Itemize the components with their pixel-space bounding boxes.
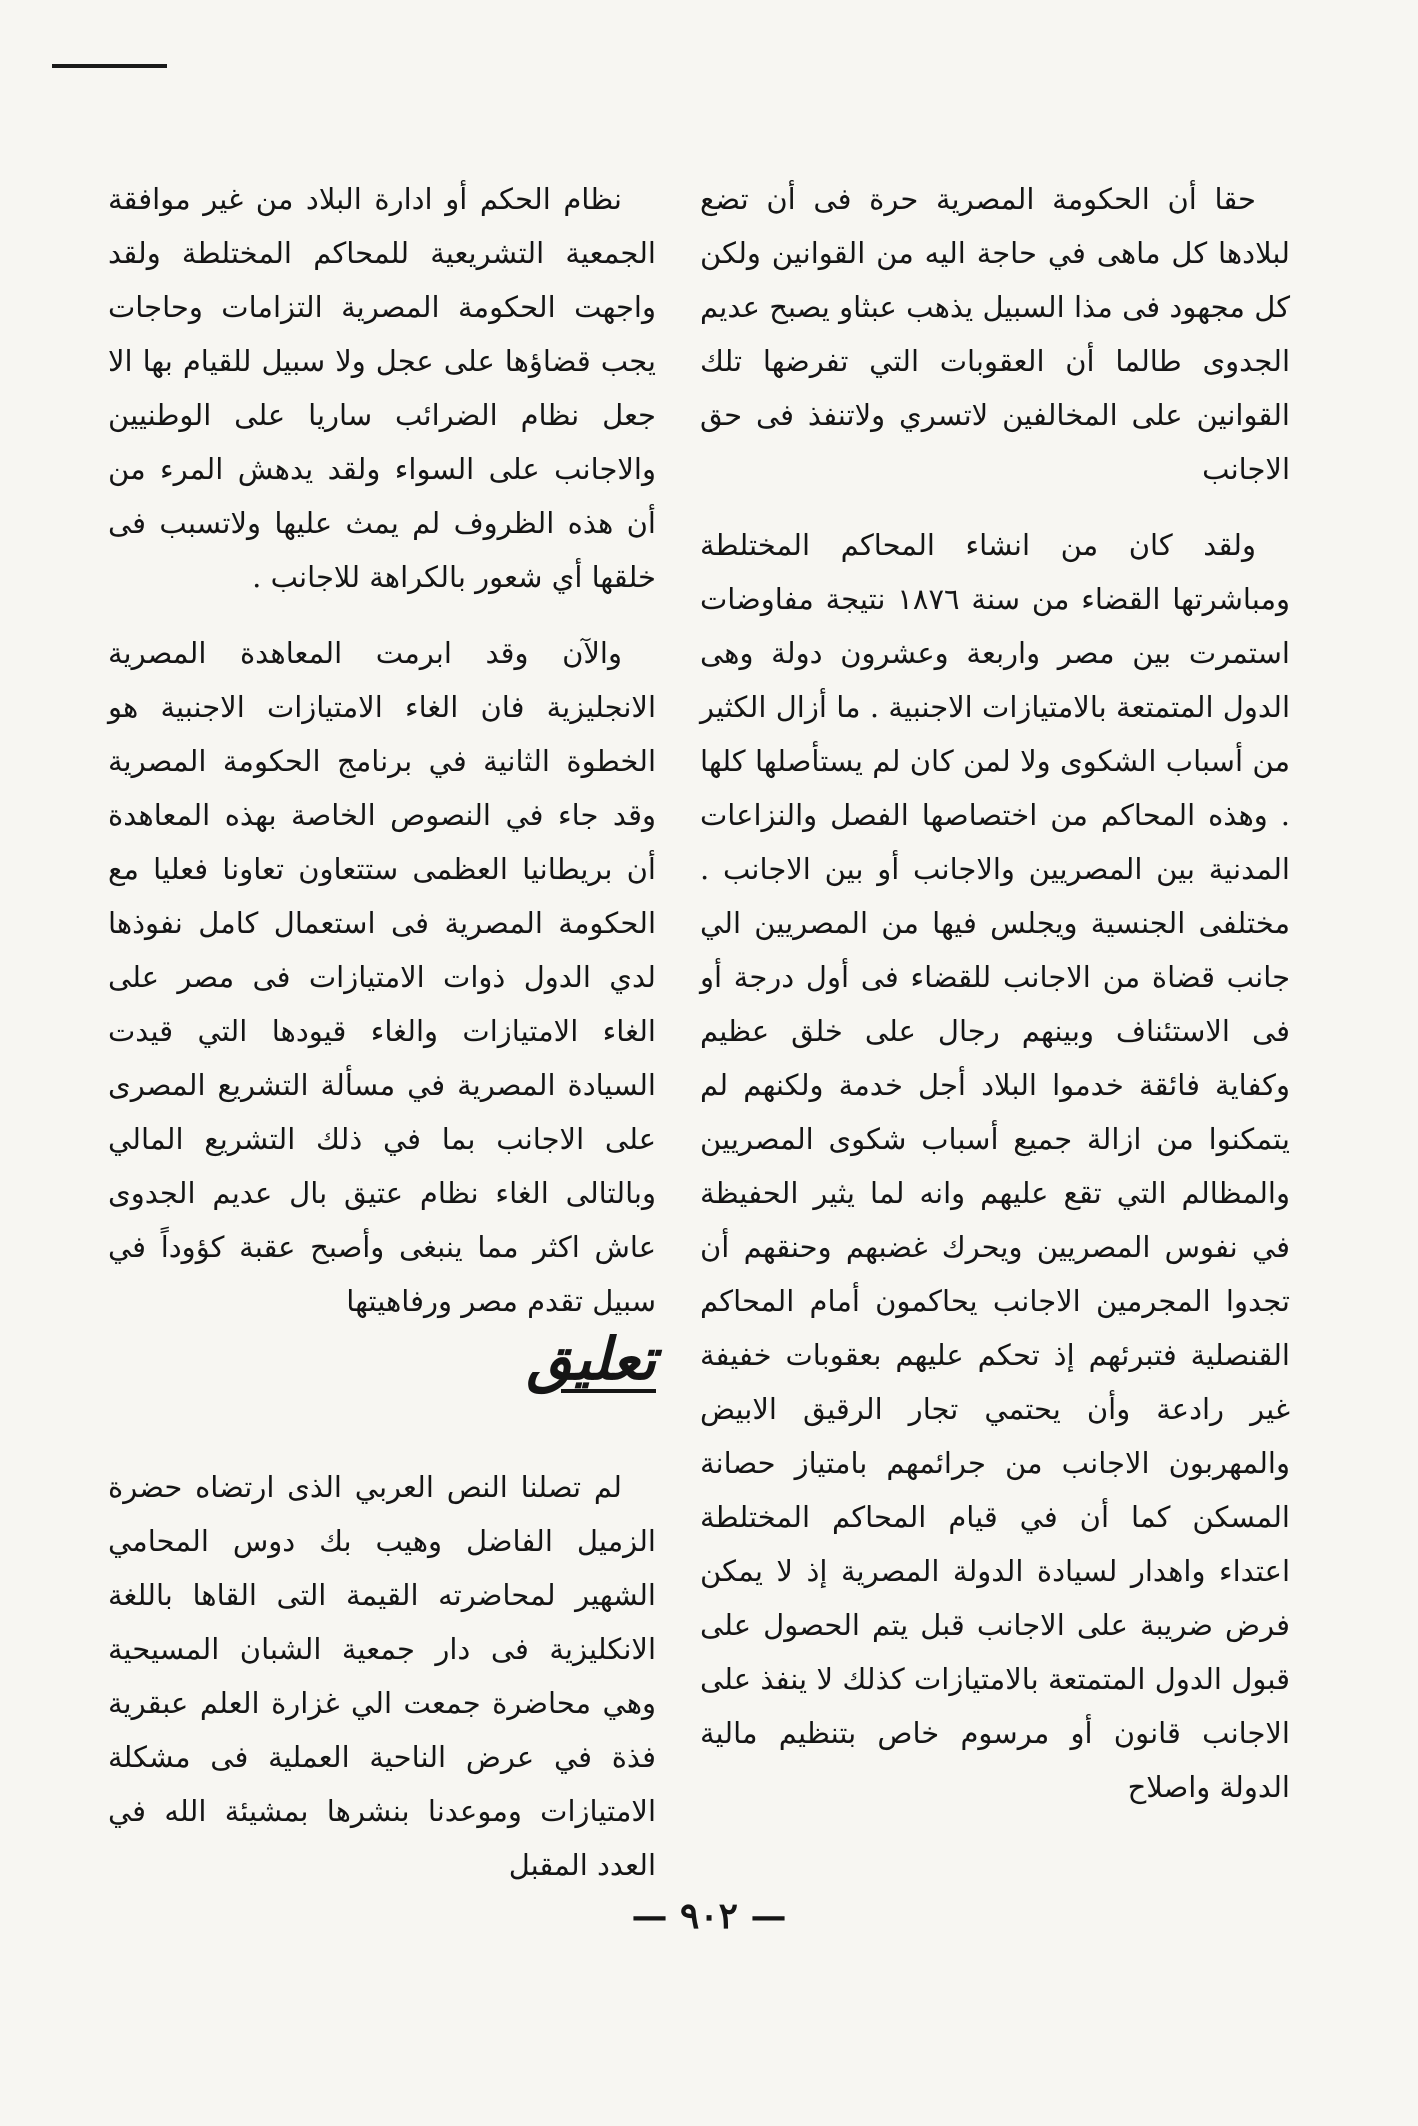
section-heading: تعليق [526, 1325, 656, 1393]
page-number: — ٩٠٢ — [631, 1895, 787, 1937]
comment-column [108, 1460, 656, 1914]
right-paragraph-1: حقا أن الحكومة المصرية حرة فى أن تضع لبلادها كل ماهى في حاجة اليه من القوانين ولكن كل مجهود فى مذا السبيل يذهب عبثاو يصبح عديم الجدوى طالما أن العقوبات التي تفرضها تلك القوانين على المخالفين لاتسري ولاتنفذ فى حق الاجانب [700, 182, 1290, 486]
right-paragraph-2: ولقد كان من انشاء المحاكم المختلطة ومباشرتها القضاء من سنة ١٨٧٦ نتيجة مفاوضات استمرت بين مصر واربعة وعشرون دولة وهى الدول المتمتعة بالامتيازات الاجنبية . ما أزال الكثير من أسباب الشكوى ولا لمن كان لم يستأصلها كلها . وهذه المحاكم من اختصاصها الفصل والنزاعات المدنية بين المصريين والاجانب أو بين الاجانب . مختلفى الجنسية ويجلس فيها من المصريين الي جانب قضاة من الاجانب للقضاء فى أول درجة أو فى الاستئناف وبينهم رجال على خلق عظيم وكفاية فائقة خدموا البلاد أجل خدمة ولكنهم لم يتمكنوا من ازالة جميع أسباب شكوى المصريين والمظالم التي تقع عليهم وانه لما يثير الحفيظة في نفوس المصريين ويحرك غضبهم وحنقهم أن تجدوا المجرمين الاجانب يحاكمون أمام المحاكم القنصلية فتبرئهم إذ تحكم عليهم بعقوبات خفيفة غير رادعة وأن يحتمي تجار الرقيق الابيض والمهربون الاجانب من جرائمهم بامتياز حصانة المسكن كما أن في قيام المحاكم المختلطة اعتداء واهدار لسيادة الدولة المصرية إذ لا يمكن فرض ضريبة على الاجانب قبل يتم الحصول على قبول الدول المتمتعة بالامتيازات كذلك لا ينفذ على الاجانب قانون أو مرسوم خاص بتنظيم مالية الدولة واصلاح [700, 528, 1290, 1804]
left-paragraph-1: نظام الحكم أو ادارة البلاد من غير موافقة الجمعية التشريعية للمحاكم المختلطة ولقد واجهت الحكومة المصرية التزامات وحاجات يجب قضاؤها على عجل ولا سبيل للقيام بها الا جعل نظام الضرائب ساريا على الوطنيين والاجانب على السواء ولقد يدهش المرء من أن هذه الظروف لم يمث عليها ولاتسبب فى خلقها أي شعور بالكراهة للاجانب . [108, 182, 656, 594]
top-rule [52, 64, 167, 68]
right-column [700, 172, 1290, 1836]
comment-paragraph: لم تصلنا النص العربي الذى ارتضاه حضرة الزميل الفاضل وهيب بك دوس المحامي الشهير لمحاضرته القيمة التى القاها باللغة الانكليزية فى دار جمعية الشبان المسيحية وهي محاضرة جمعت الي غزارة العلم عبقرية فذة في عرض الناحية العملية فى مشكلة الامتيازات وموعدنا بنشرها بمشيئة الله في العدد المقبل [108, 1470, 656, 1882]
left-paragraph-2: والآن وقد ابرمت المعاهدة المصرية الانجليزية فان الغاء الامتيازات الاجنبية هو الخطوة الثانية في برنامج الحكومة المصرية وقد جاء في النصوص الخاصة بهذه المعاهدة أن بريطانيا العظمى ستتعاون تعاونا فعليا مع الحكومة المصرية فى استعمال كامل نفوذها لدي الدول ذوات الامتيازات فى مصر على الغاء الامتيازات والغاء قيودها التي قيدت السيادة المصرية في مسألة التشريع المصرى على الاجانب بما في ذلك التشريع المالي وبالتالى الغاء نظام عتيق بال عديم الجدوى عاش اكثر مما ينبغى وأصبح عقبة كؤوداً في سبيل تقدم مصر ورفاهيتها [108, 636, 656, 1318]
left-column [108, 172, 656, 1350]
